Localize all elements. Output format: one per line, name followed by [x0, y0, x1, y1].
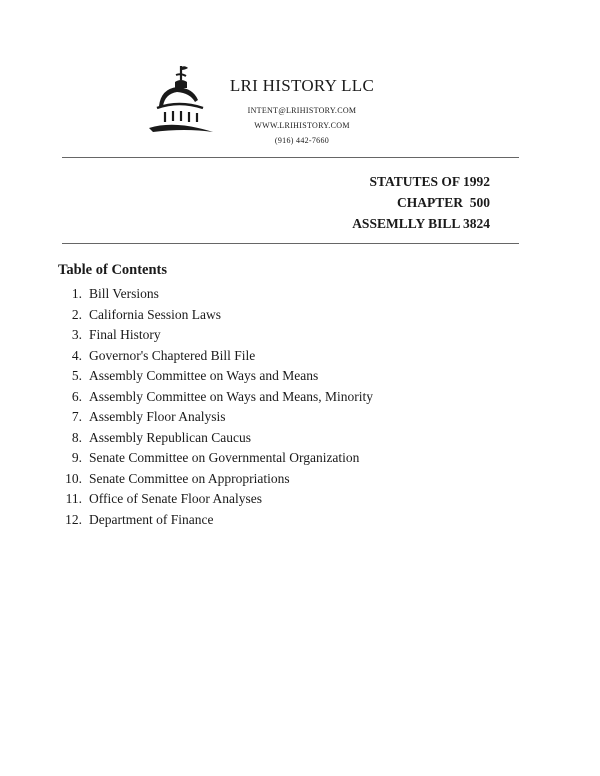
toc-item [58, 407, 373, 428]
toc-item-number: 3. [71, 327, 82, 342]
toc-item [58, 510, 373, 531]
company-phone: (916) 442-7660 [274, 136, 330, 145]
statute-year: STATUTES OF 1992 [369, 174, 490, 189]
toc-item-text: Bill Versions [89, 286, 159, 301]
bill-number: ASSEMLLY BILL 3824 [352, 216, 490, 231]
toc-item-number: 11. [65, 491, 82, 506]
toc-item-number: 1. [71, 286, 82, 301]
toc-item-number: 2. [71, 306, 82, 322]
toc-item [58, 366, 373, 387]
company-header [222, 76, 382, 145]
toc-item-number: 4. [71, 347, 82, 363]
toc-item [58, 325, 373, 346]
toc-item [58, 428, 373, 449]
toc-item [58, 387, 373, 408]
toc-item-text: Office of Senate Floor Analyses [89, 491, 262, 506]
toc-item [58, 284, 373, 305]
toc-item-text: Governor's Chaptered Bill File [89, 347, 256, 363]
toc-item-number: 9. [71, 450, 82, 465]
bottom-divider [62, 243, 519, 244]
company-website: WWW.LRIHISTORY.COM [254, 121, 350, 130]
toc-item [58, 489, 373, 510]
toc-item [58, 448, 373, 469]
toc-item-text: Department of Finance [89, 511, 214, 527]
toc-item-text: Assembly Republican Caucus [89, 429, 251, 445]
statute-info [352, 171, 490, 234]
toc-item-number: 12. [65, 511, 82, 527]
top-divider [62, 157, 519, 158]
toc-item [58, 305, 373, 326]
toc-list [58, 284, 373, 530]
toc-item [58, 346, 373, 367]
toc-item-number: 5. [71, 368, 82, 383]
toc-item-text: Senate Committee on Governmental Organization [89, 450, 360, 465]
toc-item-number: 10. [65, 470, 82, 486]
toc-title: Table of Contents [58, 262, 168, 278]
toc-item-number: 6. [71, 388, 82, 404]
toc-item-text: Assembly Committee on Ways and Means [89, 368, 319, 383]
toc-item-number: 8. [71, 429, 82, 445]
chapter-number: CHAPTER 500 [396, 195, 490, 210]
toc-item-text: Final History [89, 327, 161, 342]
toc-item-text: California Session Laws [89, 306, 221, 322]
company-email: INTENT@LRIHISTORY.COM [247, 106, 357, 115]
toc-item-number: 7. [71, 409, 82, 424]
toc-item [58, 469, 373, 490]
company-name: LRI HISTORY LLC [229, 76, 375, 95]
capitol-dome-icon [145, 62, 215, 140]
toc-item-text: Assembly Floor Analysis [89, 409, 226, 424]
toc-item-text: Assembly Committee on Ways and Means, Minority [89, 388, 374, 404]
toc-item-text: Senate Committee on Appropriations [89, 470, 290, 486]
